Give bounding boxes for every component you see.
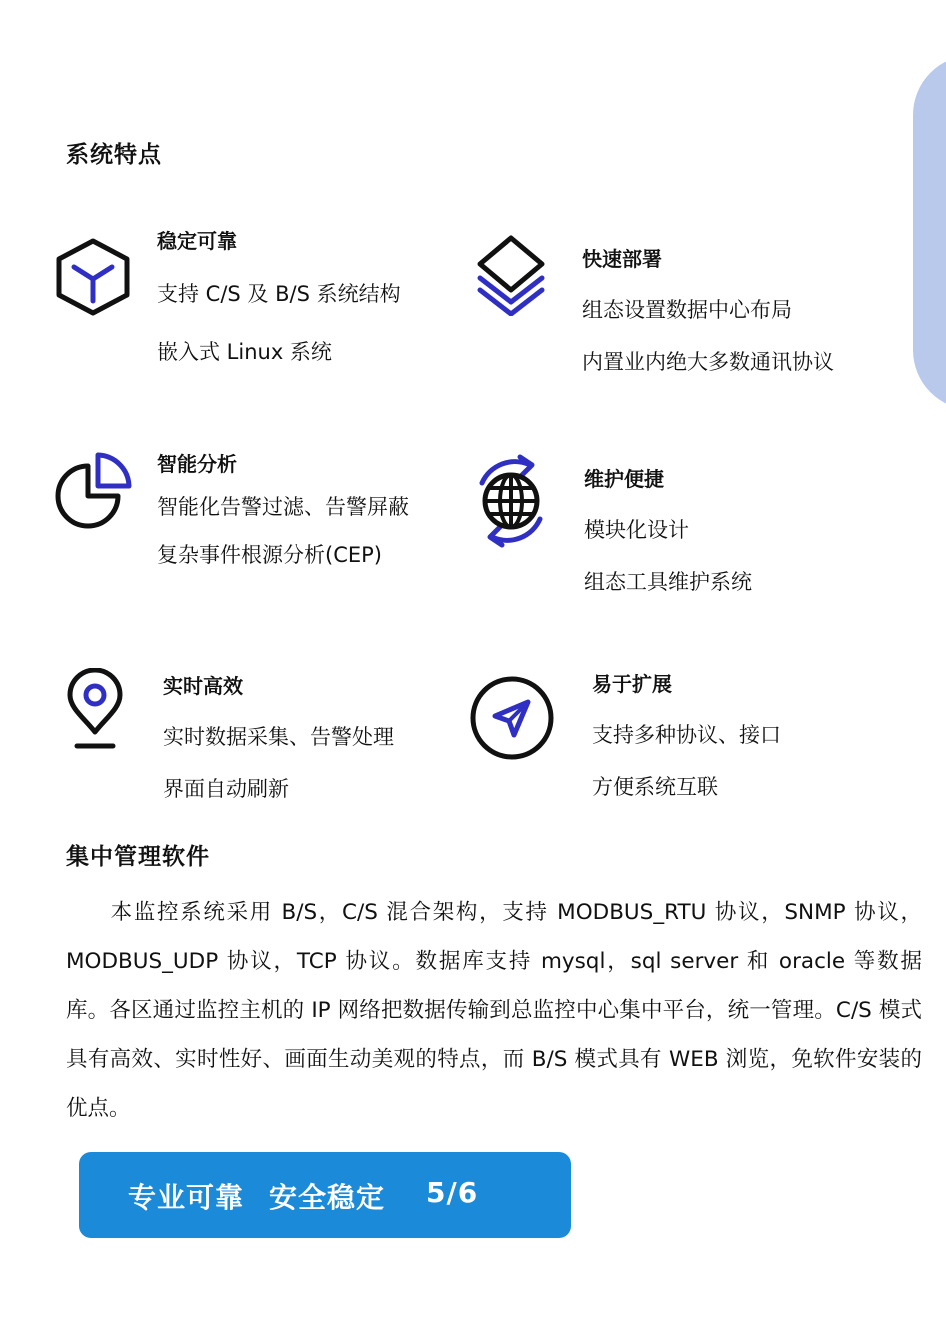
side-decoration-tab <box>913 55 946 410</box>
feature-title: 实时高效 <box>163 674 243 698</box>
cube-icon <box>54 237 132 317</box>
feature-realtime <box>163 670 394 803</box>
section-title-software: 集中管理软件 <box>66 844 210 870</box>
feature-deploy <box>582 243 834 376</box>
feature-title: 快速部署 <box>582 247 662 271</box>
page-number: 5/6 <box>426 1176 479 1209</box>
feature-line: 复杂事件根源分析(CEP) <box>157 543 382 567</box>
feature-maintenance <box>584 463 752 596</box>
feature-line: 方便系统互联 <box>592 775 718 799</box>
feature-title: 易于扩展 <box>592 672 672 696</box>
feature-stable <box>157 225 401 366</box>
feature-line: 组态工具维护系统 <box>584 570 752 594</box>
feature-extend <box>592 668 781 801</box>
feature-line: 支持多种协议、接口 <box>592 723 781 747</box>
globe-sync-icon <box>468 453 554 549</box>
description-paragraph <box>66 888 922 1133</box>
paragraph-text: 本监控系统采用 B/S，C/S 混合架构，支持 MODBUS_RTU 协议，SNMP 协议，MODBUS_UDP 协议，TCP 协议。数据库支持 mysql，sql server 和 oracle 等数据库。各区通过监控主机的 IP 网络把数据传输到总监控中心集中平台，统一管理。C/S 模式具有高效、实时性好、画面生动美观的特点，而 B/S 模式具有 WEB 浏览，免软件安装的优点。 <box>66 900 922 1121</box>
feature-line: 实时数据采集、告警处理 <box>163 725 394 749</box>
feature-line: 智能化告警过滤、告警屏蔽 <box>157 495 409 519</box>
feature-analysis <box>157 448 409 569</box>
footer-banner <box>79 1152 571 1238</box>
feature-title: 稳定可靠 <box>157 229 237 253</box>
layers-icon <box>474 234 548 316</box>
feature-line: 模块化设计 <box>584 518 689 542</box>
send-icon <box>469 675 555 761</box>
feature-title: 智能分析 <box>157 452 237 476</box>
feature-line: 组态设置数据中心布局 <box>582 298 792 322</box>
feature-line: 界面自动刷新 <box>163 777 289 801</box>
feature-line: 嵌入式 Linux 系统 <box>157 340 332 364</box>
feature-line: 支持 C/S 及 B/S 系统结构 <box>157 282 401 306</box>
feature-line: 内置业内绝大多数通讯协议 <box>582 350 834 374</box>
slogan-secure: 安全稳定 <box>269 1181 386 1214</box>
slogan-reliable: 专业可靠 <box>128 1181 245 1214</box>
location-pin-icon <box>64 668 126 752</box>
feature-title: 维护便捷 <box>584 467 664 491</box>
section-title-features: 系统特点 <box>66 142 162 168</box>
pie-chart-icon <box>52 450 134 530</box>
